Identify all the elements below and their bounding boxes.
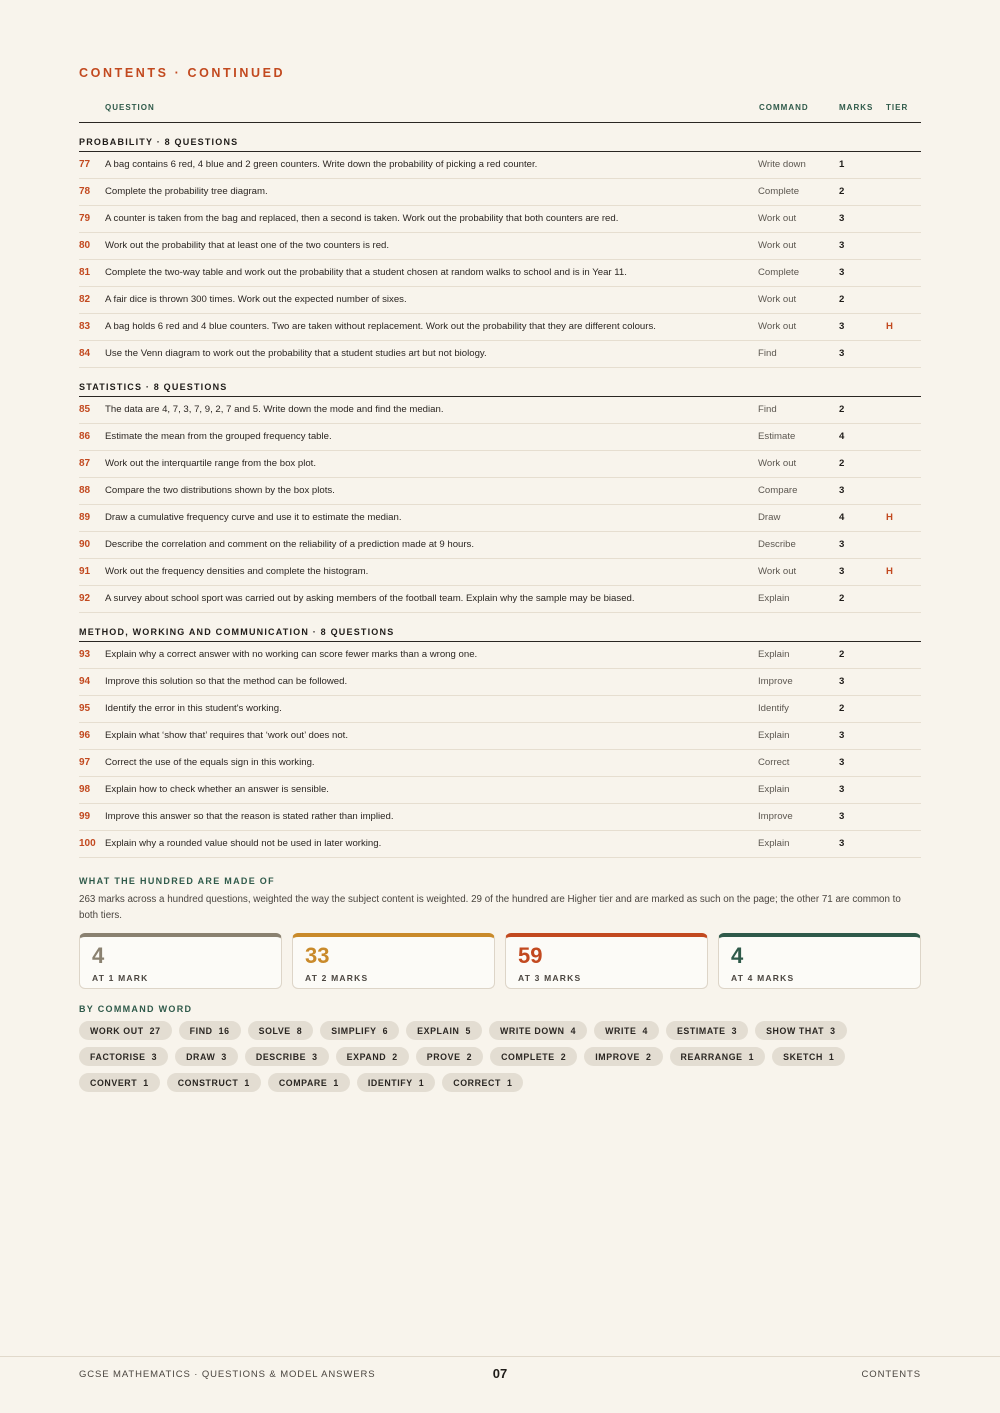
command-word: Estimate (758, 431, 796, 442)
marks-value: 3 (839, 267, 845, 278)
question-text: A fair dice is thrown 300 times. Work out the expected number of sixes. (105, 294, 407, 305)
command-chip (268, 1073, 350, 1092)
command-word: Identify (758, 703, 789, 714)
command-chip-word: FACTORISE (90, 1051, 146, 1062)
command-chip-word: SHOW THAT (766, 1025, 825, 1036)
marks-card-label: AT 4 MARKS (731, 973, 795, 983)
marks-value: 2 (839, 703, 845, 714)
question-text: A bag holds 6 red and 4 blue counters. Two are taken without replacement. Work out the probability that they are different colours. (105, 321, 656, 332)
command-chip-word: WRITE DOWN (499, 1025, 565, 1036)
question-number: 88 (79, 485, 91, 496)
tier-badge: H (886, 512, 893, 523)
command-word: Complete (758, 186, 800, 197)
marks-value: 2 (839, 294, 845, 305)
command-chip (79, 1047, 168, 1066)
question-text: Explain why a rounded value should not be used in later working. (105, 838, 382, 849)
page-footer (0, 1356, 1000, 1413)
marks-value: 3 (839, 539, 845, 550)
command-chip (320, 1021, 399, 1040)
command-chip-count: 3 (312, 1051, 318, 1062)
marks-value: 2 (839, 458, 845, 469)
question-number: 79 (79, 213, 91, 224)
question-number: 77 (79, 159, 91, 170)
command-word: Complete (758, 267, 800, 278)
question-row (79, 532, 921, 559)
question-row (79, 287, 921, 314)
question-row (79, 696, 921, 723)
question-row (79, 505, 921, 532)
command-word: Find (758, 348, 777, 359)
marks-card-value: 59 (518, 943, 543, 968)
question-number: 92 (79, 593, 91, 604)
command-chip (594, 1021, 659, 1040)
command-chip (357, 1073, 435, 1092)
marks-value: 3 (839, 838, 845, 849)
command-word: Explain (758, 649, 790, 660)
question-row (79, 206, 921, 233)
marks-value: 3 (839, 321, 845, 332)
marks-card (505, 933, 708, 989)
tier-badge: H (886, 321, 893, 332)
command-chip-count: 4 (570, 1025, 577, 1036)
marks-card (718, 933, 921, 989)
command-word: Draw (758, 512, 781, 523)
question-number: 78 (79, 186, 91, 197)
command-chip-word: DRAW (186, 1051, 216, 1062)
command-chip-word: SIMPLIFY (331, 1025, 377, 1036)
command-word: Explain (758, 730, 790, 741)
command-chip-count: 1 (748, 1051, 755, 1062)
marks-value: 3 (839, 730, 845, 741)
marks-card-value: 4 (731, 943, 744, 968)
question-text: Work out the probability that at least one of the two counters is red. (105, 240, 390, 251)
command-word: Compare (758, 485, 798, 496)
marks-value: 3 (839, 784, 845, 795)
command-chip (670, 1047, 766, 1066)
command-chip (490, 1047, 577, 1066)
question-number: 97 (79, 757, 91, 768)
command-chip-word: COMPLETE (501, 1051, 555, 1062)
marks-card-label: AT 1 MARK (92, 973, 149, 983)
section-heading: METHOD, WORKING AND COMMUNICATION · 8 QUESTIONS (79, 613, 921, 642)
marks-value: 2 (839, 186, 845, 197)
command-chip (584, 1047, 662, 1066)
question-text: Compare the two distributions shown by the box plots. (105, 485, 335, 496)
question-row (79, 152, 921, 179)
command-word: Work out (758, 458, 797, 469)
marks-value: 2 (839, 593, 845, 604)
marks-value: 3 (839, 676, 845, 687)
question-sections (79, 123, 921, 858)
question-number: 90 (79, 539, 91, 550)
command-chip-count: 27 (149, 1025, 161, 1036)
command-chip-count: 3 (151, 1051, 158, 1062)
command-chip (167, 1073, 261, 1092)
question-row (79, 804, 921, 831)
command-word: Improve (758, 811, 793, 822)
command-chip (755, 1021, 847, 1040)
command-chip (179, 1021, 241, 1040)
command-word: Work out (758, 213, 797, 224)
column-header-row (79, 92, 921, 123)
section-heading: PROBABILITY · 8 QUESTIONS (79, 123, 921, 152)
question-row (79, 233, 921, 260)
command-word: Work out (758, 294, 797, 305)
command-chip-count: 3 (830, 1025, 836, 1036)
command-chip (442, 1073, 523, 1092)
question-number: 99 (79, 811, 91, 822)
marks-value: 3 (839, 485, 845, 496)
marks-value: 2 (839, 404, 845, 415)
footer-page-number: 07 (492, 1366, 508, 1381)
command-chip (416, 1047, 483, 1066)
question-row (79, 179, 921, 206)
question-number: 85 (79, 404, 91, 415)
command-chip-count: 4 (642, 1025, 648, 1036)
question-text: The data are 4, 7, 3, 7, 9, 2, 7 and 5. Write down the mode and find the median. (105, 404, 444, 415)
question-text: Draw a cumulative frequency curve and use it to estimate the median. (105, 512, 402, 523)
question-row (79, 341, 921, 368)
marks-card (79, 933, 282, 989)
command-word: Improve (758, 676, 793, 687)
marks-value: 1 (839, 159, 845, 170)
command-chip-word: WRITE (605, 1025, 637, 1036)
question-number: 87 (79, 458, 91, 469)
question-number: 96 (79, 730, 91, 741)
question-text: A counter is taken from the bag and replaced, then a second is taken. Work out the probability that both counters are red. (105, 213, 619, 224)
question-number: 82 (79, 294, 91, 305)
command-chip-count: 3 (221, 1051, 227, 1062)
command-chip (248, 1021, 314, 1040)
command-chip-word: EXPAND (346, 1051, 387, 1062)
section-heading: STATISTICS · 8 QUESTIONS (79, 368, 921, 397)
question-text: A bag contains 6 red, 4 blue and 2 green counters. Write down the probability of picking a red counter. (105, 159, 538, 170)
command-word-chips (79, 1021, 879, 1092)
command-chip (336, 1047, 409, 1066)
command-chip-word: SKETCH (783, 1051, 823, 1062)
question-text: Work out the interquartile range from the box plot. (105, 458, 316, 469)
question-number: 94 (79, 676, 91, 687)
question-row (79, 260, 921, 287)
command-chip-count: 2 (466, 1051, 473, 1062)
question-row (79, 723, 921, 750)
command-chip-count: 6 (382, 1025, 389, 1036)
command-chip-word: SOLVE (258, 1025, 291, 1036)
marks-card-label: AT 2 MARKS (305, 973, 369, 983)
command-chip (175, 1047, 238, 1066)
command-word: Explain (758, 784, 790, 795)
command-chip (79, 1073, 160, 1092)
question-row (79, 397, 921, 424)
question-text: Work out the frequency densities and complete the histogram. (105, 566, 369, 577)
marks-card-label: AT 3 MARKS (518, 973, 582, 983)
marks-value: 3 (839, 213, 845, 224)
question-row (79, 478, 921, 505)
command-chip-word: COMPARE (278, 1077, 328, 1088)
question-number: 83 (79, 321, 91, 332)
command-chip-count: 1 (418, 1077, 425, 1088)
command-chip-word: CORRECT (453, 1077, 501, 1088)
command-chip-word: CONSTRUCT (177, 1077, 239, 1088)
marks-card-value: 4 (92, 943, 105, 968)
command-chip-word: FIND (189, 1025, 213, 1036)
command-chip-count: 8 (296, 1025, 303, 1036)
question-row (79, 559, 921, 586)
page-eyebrow: CONTENTS · CONTINUED (79, 66, 286, 80)
question-number: 84 (79, 348, 91, 359)
command-word: Work out (758, 566, 797, 577)
command-word: Explain (758, 838, 790, 849)
command-chip-count: 1 (333, 1077, 339, 1088)
command-word: Write down (758, 159, 806, 170)
command-chip-count: 2 (392, 1051, 398, 1062)
command-chip-word: EXPLAIN (417, 1025, 460, 1036)
command-chip (666, 1021, 748, 1040)
marks-value: 3 (839, 348, 845, 359)
summary-text: 263 marks across a hundred questions, weighted the way the subject content is weighted. 29 of the hundred are Higher tier and are marked as such on the page; the other 71 are common to both tiers. (79, 894, 901, 921)
question-row (79, 750, 921, 777)
command-chip-count: 1 (828, 1051, 835, 1062)
command-chip (489, 1021, 587, 1040)
question-row (79, 642, 921, 669)
question-number: 100 (79, 838, 96, 849)
command-chip-word: REARRANGE (680, 1051, 743, 1062)
question-row (79, 831, 921, 858)
command-chip-count: 1 (244, 1077, 250, 1088)
marks-value: 3 (839, 811, 845, 822)
command-chip-word: CONVERT (90, 1077, 138, 1088)
tier-badge: H (886, 566, 893, 577)
column-command-header: COMMAND (759, 102, 809, 112)
marks-value: 4 (839, 431, 845, 442)
column-marks-header: MARKS (839, 102, 874, 112)
column-question-header: QUESTION (105, 102, 155, 112)
command-chip-count: 3 (731, 1025, 738, 1036)
question-text: Complete the probability tree diagram. (105, 186, 268, 197)
question-text: A survey about school sport was carried out by asking members of the football team. Explain why the sample may be biased. (105, 593, 635, 604)
command-chip-count: 2 (560, 1051, 567, 1062)
command-chip-count: 5 (465, 1025, 471, 1036)
command-chip-word: DESCRIBE (255, 1051, 307, 1062)
question-text: Explain how to check whether an answer is sensible. (105, 784, 329, 795)
question-number: 93 (79, 649, 91, 660)
command-chip-word: ESTIMATE (676, 1025, 726, 1036)
marks-value: 3 (839, 566, 845, 577)
question-number: 91 (79, 566, 91, 577)
question-text: Correct the use of the equals sign in this working. (105, 757, 315, 768)
question-text: Identify the error in this student's working. (105, 703, 282, 714)
question-text: Complete the two-way table and work out the probability that a student chosen at random walks to school and is in Year 11. (105, 267, 627, 278)
question-row (79, 314, 921, 341)
command-chip-count: 16 (218, 1025, 230, 1036)
command-chip-count: 2 (646, 1051, 652, 1062)
contents-page (79, 66, 921, 1092)
marks-card (292, 933, 495, 989)
marks-value: 2 (839, 649, 845, 660)
marks-value: 4 (839, 512, 845, 523)
question-number: 89 (79, 512, 91, 523)
command-word: Describe (758, 539, 796, 550)
command-chip-word: IMPROVE (595, 1051, 641, 1062)
question-row (79, 424, 921, 451)
command-word-title: BY COMMAND WORD (79, 1004, 193, 1014)
question-text: Describe the correlation and comment on the reliability of a prediction made at 9 hours. (105, 539, 475, 550)
command-word: Correct (758, 757, 790, 768)
question-number: 95 (79, 703, 91, 714)
command-word: Explain (758, 593, 790, 604)
command-chip-word: IDENTIFY (367, 1077, 413, 1088)
summary-title: WHAT THE HUNDRED ARE MADE OF (79, 876, 275, 886)
question-text: Improve this answer so that the reason is stated rather than implied. (105, 811, 394, 822)
question-row (79, 451, 921, 478)
command-chip-count: 1 (506, 1077, 513, 1088)
command-chip-word: PROVE (426, 1051, 461, 1062)
question-text: Estimate the mean from the grouped frequency table. (105, 431, 332, 442)
question-number: 98 (79, 784, 91, 795)
marks-card-value: 33 (305, 943, 330, 968)
command-word: Work out (758, 321, 797, 332)
marks-value: 3 (839, 757, 845, 768)
question-text: Improve this solution so that the method can be followed. (105, 676, 348, 687)
footer-book-title: GCSE MATHEMATICS · QUESTIONS & MODEL ANSWERS (79, 1369, 376, 1380)
command-word: Work out (758, 240, 797, 251)
command-word: Find (758, 404, 777, 415)
marks-cards (79, 933, 921, 989)
question-number: 80 (79, 240, 91, 251)
footer-section-name: CONTENTS (861, 1369, 921, 1380)
question-text: Explain why a correct answer with no working can score fewer marks than a wrong one. (105, 649, 478, 660)
command-chip (79, 1021, 172, 1040)
command-chip (772, 1047, 845, 1066)
question-number: 81 (79, 267, 91, 278)
question-text: Explain what ‘show that’ requires that ‘work out’ does not. (105, 730, 348, 741)
question-row (79, 586, 921, 613)
marks-value: 3 (839, 240, 845, 251)
question-text: Use the Venn diagram to work out the probability that a student studies art but not biology. (105, 348, 487, 359)
column-tier-header: TIER (886, 102, 909, 112)
command-chip-count: 1 (143, 1077, 149, 1088)
command-chip-word: WORK OUT (90, 1025, 144, 1036)
question-row (79, 777, 921, 804)
command-chip (406, 1021, 482, 1040)
command-chip (245, 1047, 329, 1066)
question-row (79, 669, 921, 696)
question-number: 86 (79, 431, 91, 442)
